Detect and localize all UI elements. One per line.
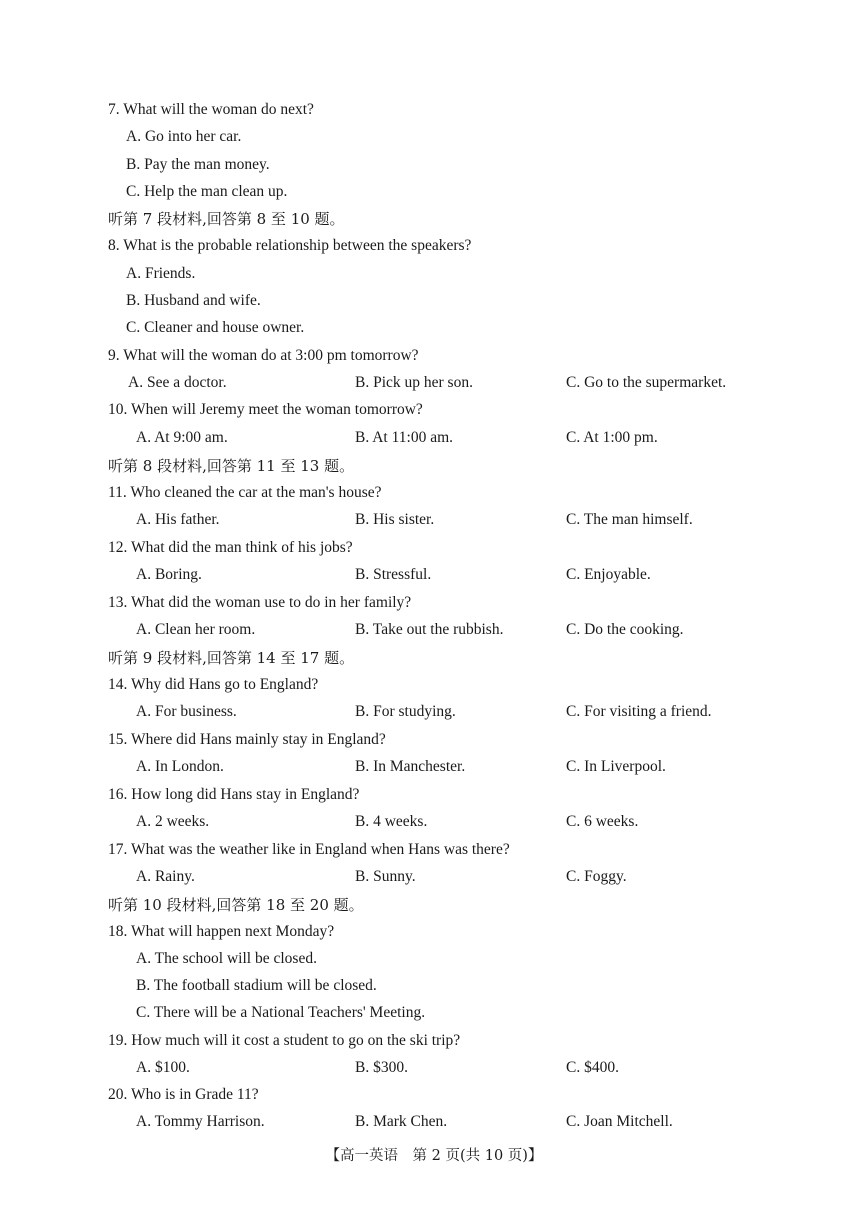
question-10-option-b: B. At 11:00 am. — [355, 429, 454, 446]
question-17-option-c: C. Foggy. — [566, 868, 627, 885]
question-20-option-a: A. Tommy Harrison. — [136, 1113, 265, 1130]
question-15-option-b: B. In Manchester. — [355, 758, 466, 775]
question-18-option-c: C. There will be a National Teachers' Meeting. — [136, 1004, 426, 1021]
question-18-option-b: B. The football stadium will be closed. — [136, 977, 377, 994]
question-9-stem: 9. What will the woman do at 3:00 pm tomorrow? — [108, 347, 419, 364]
question-7-option-a: A. Go into her car. — [126, 128, 242, 145]
question-12-option-a: A. Boring. — [136, 566, 202, 583]
question-19-stem: 19. How much will it cost a student to go on the ski trip? — [108, 1032, 461, 1049]
question-9-option-b: B. Pick up her son. — [355, 374, 473, 391]
question-9-option-a: A. See a doctor. — [128, 374, 227, 391]
question-13-option-a: A. Clean her room. — [136, 621, 256, 638]
question-19-option-b: B. $300. — [355, 1059, 408, 1076]
question-11-option-c: C. The man himself. — [566, 511, 693, 528]
question-13-option-b: B. Take out the rubbish. — [355, 621, 504, 638]
question-14-stem: 14. Why did Hans go to England? — [108, 676, 319, 693]
question-8-stem: 8. What is the probable relationship between the speakers? — [108, 237, 472, 254]
question-10-option-c: C. At 1:00 pm. — [566, 429, 658, 446]
question-16-stem: 16. How long did Hans stay in England? — [108, 786, 360, 803]
question-20-option-b: B. Mark Chen. — [355, 1113, 448, 1130]
question-7-option-c: C. Help the man clean up. — [126, 183, 288, 200]
question-14-option-b: B. For studying. — [355, 703, 456, 720]
question-7-stem: 7. What will the woman do next? — [108, 101, 314, 118]
question-20-stem: 20. Who is in Grade 11? — [108, 1086, 259, 1103]
question-8-option-b: B. Husband and wife. — [126, 292, 261, 309]
question-10-option-a: A. At 9:00 am. — [136, 429, 228, 446]
question-18-option-a: A. The school will be closed. — [136, 950, 317, 967]
question-16-option-b: B. 4 weeks. — [355, 813, 428, 830]
question-19-option-c: C. $400. — [566, 1059, 619, 1076]
question-18-stem: 18. What will happen next Monday? — [108, 923, 335, 940]
section-header-9: 听第 9 段材料,回答第 14 至 17 题。 — [108, 649, 355, 667]
question-11-stem: 11. Who cleaned the car at the man's house? — [108, 484, 382, 501]
question-14-option-a: A. For business. — [136, 703, 237, 720]
question-17-stem: 17. What was the weather like in England when Hans was there? — [108, 841, 510, 858]
question-16-option-a: A. 2 weeks. — [136, 813, 210, 830]
question-15-option-c: C. In Liverpool. — [566, 758, 666, 775]
question-8-option-a: A. Friends. — [126, 265, 196, 282]
question-7-option-b: B. Pay the man money. — [126, 156, 270, 173]
question-10-stem: 10. When will Jeremy meet the woman tomorrow? — [108, 401, 423, 418]
question-11-option-a: A. His father. — [136, 511, 220, 528]
section-header-8: 听第 8 段材料,回答第 11 至 13 题。 — [108, 457, 355, 475]
question-17-option-b: B. Sunny. — [355, 868, 416, 885]
question-14-option-c: C. For visiting a friend. — [566, 703, 712, 720]
question-12-stem: 12. What did the man think of his jobs? — [108, 539, 353, 556]
question-17-option-a: A. Rainy. — [136, 868, 195, 885]
question-9-option-c: C. Go to the supermarket. — [566, 374, 727, 391]
question-12-option-c: C. Enjoyable. — [566, 566, 651, 583]
question-20-option-c: C. Joan Mitchell. — [566, 1113, 673, 1130]
page-footer: 【高一英语 第 2 页(共 10 页)】 — [325, 1148, 543, 1164]
section-header-7: 听第 7 段材料,回答第 8 至 10 题。 — [108, 210, 345, 228]
question-13-option-c: C. Do the cooking. — [566, 621, 684, 638]
question-16-option-c: C. 6 weeks. — [566, 813, 639, 830]
question-15-stem: 15. Where did Hans mainly stay in England? — [108, 731, 386, 748]
question-8-option-c: C. Cleaner and house owner. — [126, 319, 305, 336]
question-15-option-a: A. In London. — [136, 758, 224, 775]
question-11-option-b: B. His sister. — [355, 511, 435, 528]
question-13-stem: 13. What did the woman use to do in her family? — [108, 594, 412, 611]
question-12-option-b: B. Stressful. — [355, 566, 432, 583]
section-header-10: 听第 10 段材料,回答第 18 至 20 题。 — [108, 896, 364, 914]
question-19-option-a: A. $100. — [136, 1059, 190, 1076]
